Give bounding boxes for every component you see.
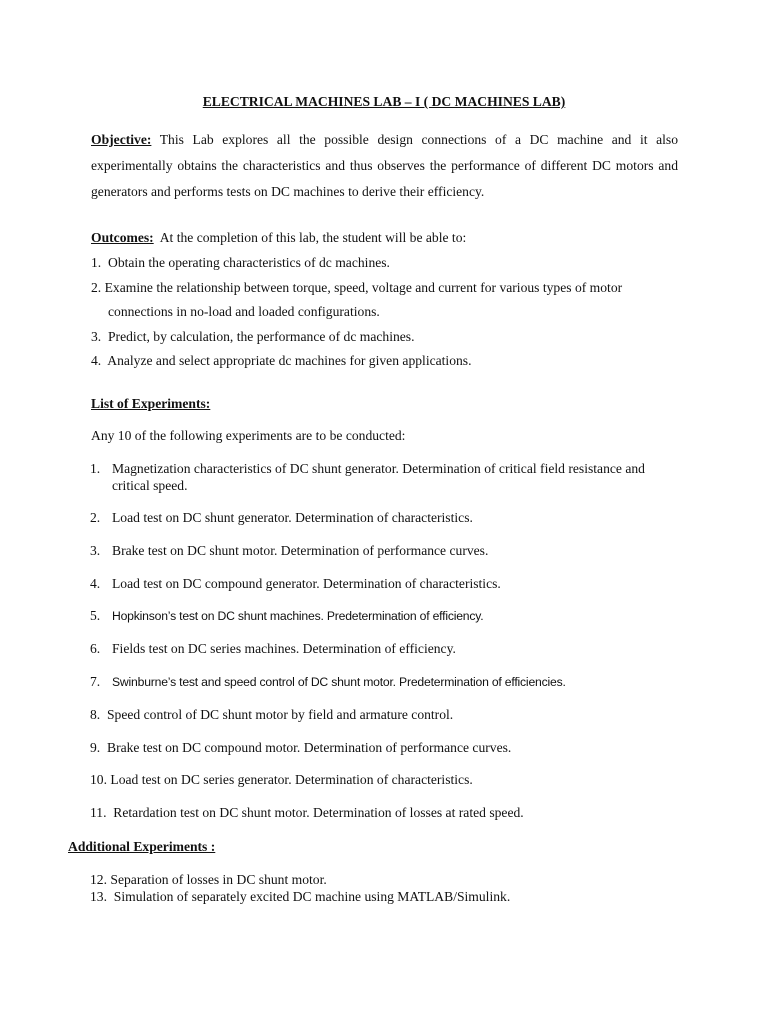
experiment-number: 10. bbox=[90, 772, 107, 787]
experiment-number: 13. bbox=[90, 889, 107, 904]
experiment-item-continuation: critical speed. bbox=[112, 478, 188, 493]
experiment-item bbox=[90, 510, 473, 526]
experiment-text: Load test on DC shunt generator. Determination of characteristics. bbox=[112, 510, 473, 525]
outcomes-intro-text: At the completion of this lab, the student will be able to: bbox=[159, 230, 467, 245]
experiment-number: 8. bbox=[90, 707, 101, 722]
objective-line-2: experimentally obtains the characteristics and thus observes the performance of different DC motors and bbox=[91, 158, 678, 173]
outcome-number: 1. bbox=[91, 255, 102, 270]
additional-item bbox=[90, 889, 510, 905]
outcome-item bbox=[91, 255, 390, 271]
additional-heading: Additional Experiments : bbox=[68, 839, 216, 854]
experiment-item bbox=[90, 674, 566, 690]
experiment-text: Speed control of DC shunt motor by field and armature control. bbox=[107, 707, 454, 722]
objective-line-3: generators and performs tests on DC machines to derive their efficiency. bbox=[91, 184, 485, 199]
experiment-number: 12. bbox=[90, 872, 107, 887]
outcome-text: Predict, by calculation, the performance of dc machines. bbox=[108, 329, 415, 344]
experiment-number: 11. bbox=[90, 805, 107, 820]
experiment-number: 1. bbox=[90, 461, 101, 476]
experiment-item bbox=[90, 576, 501, 592]
experiment-text: Retardation test on DC shunt motor. Determination of losses at rated speed. bbox=[113, 805, 524, 820]
experiments-intro: Any 10 of the following experiments are to be conducted: bbox=[91, 428, 406, 443]
objective-paragraph bbox=[91, 127, 678, 205]
outcome-item-continuation: connections in no-load and loaded configurations. bbox=[108, 304, 380, 319]
experiment-text: Simulation of separately excited DC machine using MATLAB/Simulink. bbox=[113, 889, 511, 904]
outcome-item bbox=[91, 329, 415, 345]
experiments-heading: List of Experiments: bbox=[91, 396, 211, 411]
outcome-text: Examine the relationship between torque, speed, voltage and current for various types of motor bbox=[104, 280, 623, 295]
experiment-text: Swinburne’s test and speed control of DC shunt motor. Predetermination of efficiencies. bbox=[112, 675, 566, 689]
objective-line-1: This Lab explores all the possible design connections of a DC machine and it also bbox=[159, 132, 679, 147]
experiment-text: Load test on DC series generator. Determination of characteristics. bbox=[110, 772, 473, 787]
experiment-number: 6. bbox=[90, 641, 101, 656]
outcome-item bbox=[91, 280, 622, 296]
experiment-item bbox=[90, 461, 645, 477]
experiment-item bbox=[90, 543, 488, 559]
outcome-text: Obtain the operating characteristics of dc machines. bbox=[108, 255, 390, 270]
experiment-text: Brake test on DC shunt motor. Determination of performance curves. bbox=[112, 543, 489, 558]
experiment-number: 9. bbox=[90, 740, 101, 755]
experiment-text: Fields test on DC series machines. Determination of efficiency. bbox=[112, 641, 456, 656]
experiment-number: 7. bbox=[90, 674, 101, 689]
experiment-number: 3. bbox=[90, 543, 101, 558]
outcomes-intro bbox=[91, 230, 466, 246]
experiment-item bbox=[90, 608, 483, 624]
outcome-number: 2. bbox=[91, 280, 102, 295]
experiment-number: 5. bbox=[90, 608, 101, 623]
outcomes-label: Outcomes: bbox=[91, 230, 154, 245]
outcome-item bbox=[91, 353, 472, 369]
experiment-text: Load test on DC compound generator. Determination of characteristics. bbox=[112, 576, 501, 591]
experiment-number: 4. bbox=[90, 576, 101, 591]
experiment-text: Brake test on DC compound motor. Determination of performance curves. bbox=[107, 740, 512, 755]
experiment-item bbox=[90, 707, 453, 723]
experiment-number: 2. bbox=[90, 510, 101, 525]
experiment-item bbox=[90, 641, 456, 657]
experiment-text: Hopkinson’s test on DC shunt machines. Predetermination of efficiency. bbox=[112, 609, 484, 623]
experiment-text: Magnetization characteristics of DC shunt generator. Determination of critical field resistance and bbox=[112, 461, 645, 476]
outcome-number: 4. bbox=[91, 353, 102, 368]
page-title: ELECTRICAL MACHINES LAB – I ( DC MACHINES LAB) bbox=[202, 94, 566, 109]
outcome-number: 3. bbox=[91, 329, 102, 344]
experiment-item bbox=[90, 740, 511, 756]
experiment-item bbox=[90, 805, 524, 821]
experiment-item bbox=[90, 772, 473, 788]
outcome-text: Analyze and select appropriate dc machines for given applications. bbox=[107, 353, 472, 368]
additional-item bbox=[90, 872, 327, 888]
experiment-text: Separation of losses in DC shunt motor. bbox=[110, 872, 327, 887]
objective-label: Objective: bbox=[91, 132, 152, 147]
